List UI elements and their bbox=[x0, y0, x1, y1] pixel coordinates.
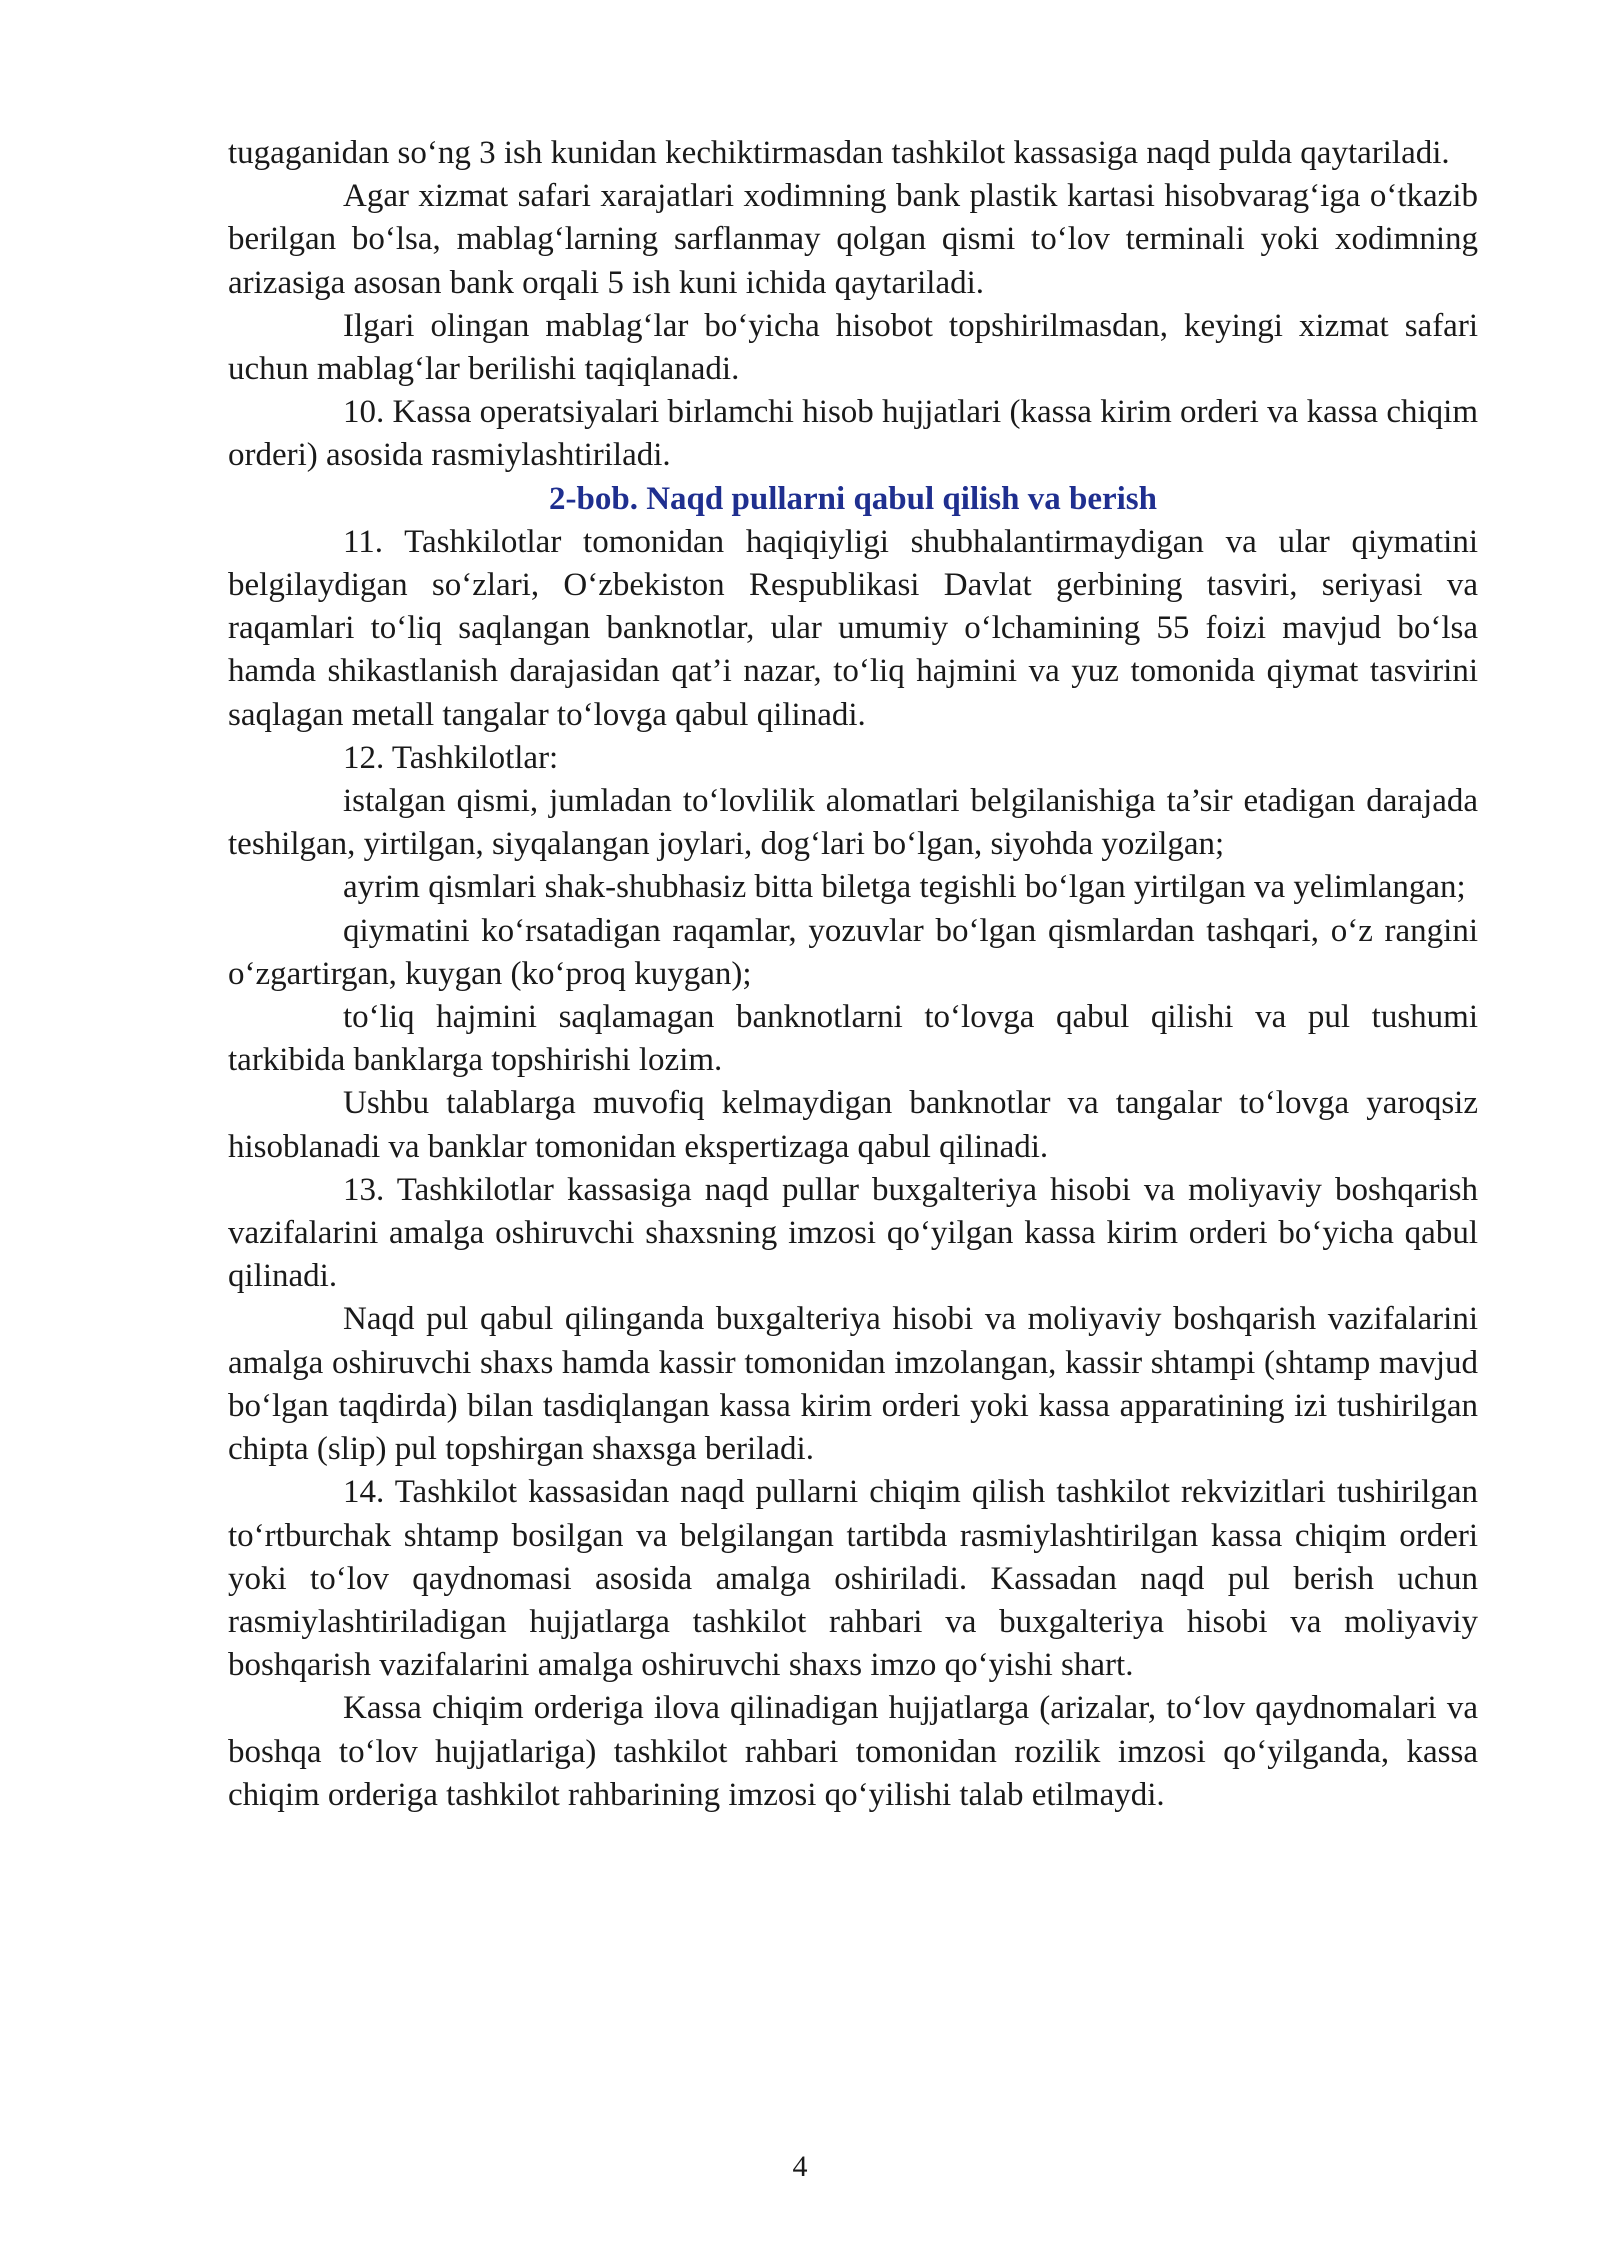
paragraph: 10. Kassa operatsiyalari birlamchi hisob hujjatlari (kassa kirim orderi va kassa chiqim orderi) asosida rasmiylashtiriladi. bbox=[228, 394, 1478, 474]
paragraph: Ilgari olingan mablag‘lar bo‘yicha hisobot topshirilmasdan, keyingi xizmat safari uchun mablag‘lar berilishi taqiqlanadi. bbox=[228, 307, 1478, 388]
paragraph: 11. Tashkilotlar tomonidan haqiqiyligi shubhalantirmaydigan va ular qiymatini belgilaydigan so‘zlari, O‘zbekiston Respublikasi Davlat gerbining tasviri, seriyasi va raqamlari to‘liq saqlangan banknotlar, ular umumiy o‘lchamining 55 foizi mavjud bo‘lsa hamda shikastlanish darajasidan qat’i nazar, to‘liq hajmini va yuz tomonida qiymat tasvirini saqlagan metall tangalar to‘lovga qabul qilinadi. bbox=[228, 523, 1478, 733]
paragraph: 13. Tashkilotlar kassasiga naqd pullar buxgalteriya hisobi va moliyaviy boshqarish vazifalarini amalga oshiruvchi shaxsning imzosi qo‘yilgan kassa kirim orderi bo‘yicha qabul qilinadi. bbox=[228, 1171, 1478, 1295]
paragraphs-before-heading bbox=[228, 132, 1478, 478]
paragraph: ayrim qismlari shak-shubhasiz bitta biletga tegishli bo‘lgan yirtilgan va yelimlangan; bbox=[343, 869, 1466, 906]
chapter-heading: 2-bob. Naqd pullarni qabul qilish va berish bbox=[549, 480, 1157, 517]
paragraph: Agar xizmat safari xarajatlari xodimning bank plastik kartasi hisobvarag‘iga o‘tkazib berilgan bo‘lsa, mablag‘larning sarflanmay qolgan qismi to‘lov terminali yoki xodimning arizasiga asosan bank orqali 5 ish kuni ichida qaytariladi. bbox=[228, 178, 1478, 301]
paragraph: 14. Tashkilot kassasidan naqd pullarni chiqim qilish tashkilot rekvizitlari tushirilgan to‘rtburchak shtamp bosilgan va belgilangan tartibda rasmiylashtirilgan kassa chiqim orderi yoki to‘lov qaydnomasi asosida amalga oshiriladi. Kassadan naqd pul berish uchun rasmiylashtiriladigan hujjatlarga tashkilot rahbari va buxgalteriya hisobi va moliyaviy boshqarish vazifalarini amalga oshiruvchi shaxs imzo qo‘yishi shart. bbox=[228, 1474, 1478, 1684]
paragraph: Ushbu talablarga muvofiq kelmaydigan banknotlar va tangalar to‘lovga yaroqsiz hisoblanadi va banklar tomonidan ekspertizaga qabul qilinadi. bbox=[228, 1085, 1478, 1165]
paragraph: istalgan qismi, jumladan to‘lovlilik alomatlari belgilanishiga ta’sir etadigan darajada teshilgan, yirtilgan, siyqalangan joylari, dog‘lari bo‘lgan, siyohda yozilgan; bbox=[228, 783, 1478, 863]
paragraph: Naqd pul qabul qilinganda buxgalteriya hisobi va moliyaviy boshqarish vazifalarini amalga oshiruvchi shaxs hamda kassir tomonidan imzolangan, kassir shtampi (shtamp mavjud bo‘lgan taqdirda) bilan tasdiqlangan kassa kirim orderi yoki kassa apparatining izi tushirilgan chipta (slip) pul topshirgan shaxsga beriladi. bbox=[228, 1301, 1478, 1468]
paragraph: to‘liq hajmini saqlamagan banknotlarni to‘lovga qabul qilishi va pul tushumi tarkibida banklarga topshirishi lozim. bbox=[228, 999, 1478, 1079]
page-body bbox=[228, 132, 1478, 1817]
paragraphs-after-heading bbox=[228, 521, 1478, 1817]
page-number: 4 bbox=[792, 2150, 808, 2183]
paragraph: 12. Tashkilotlar: bbox=[343, 739, 559, 776]
paragraph: tugaganidan so‘ng 3 ish kunidan kechiktirmasdan tashkilot kassasiga naqd pulda qaytariladi. bbox=[228, 135, 1450, 171]
paragraph: Kassa chiqim orderiga ilova qilinadigan hujjatlarga (arizalar, to‘lov qaydnomalari va boshqa to‘lov hujjatlariga) tashkilot rahbari tomonidan rozilik imzosi qo‘yilganda, kassa chiqim orderiga tashkilot rahbarining imzosi qo‘yilishi talab etilmaydi. bbox=[228, 1690, 1478, 1813]
paragraph: qiymatini ko‘rsatadigan raqamlar, yozuvlar bo‘lgan qismlardan tashqari, o‘z rangini o‘zgartirgan, kuygan (ko‘proq kuygan); bbox=[228, 912, 1478, 992]
